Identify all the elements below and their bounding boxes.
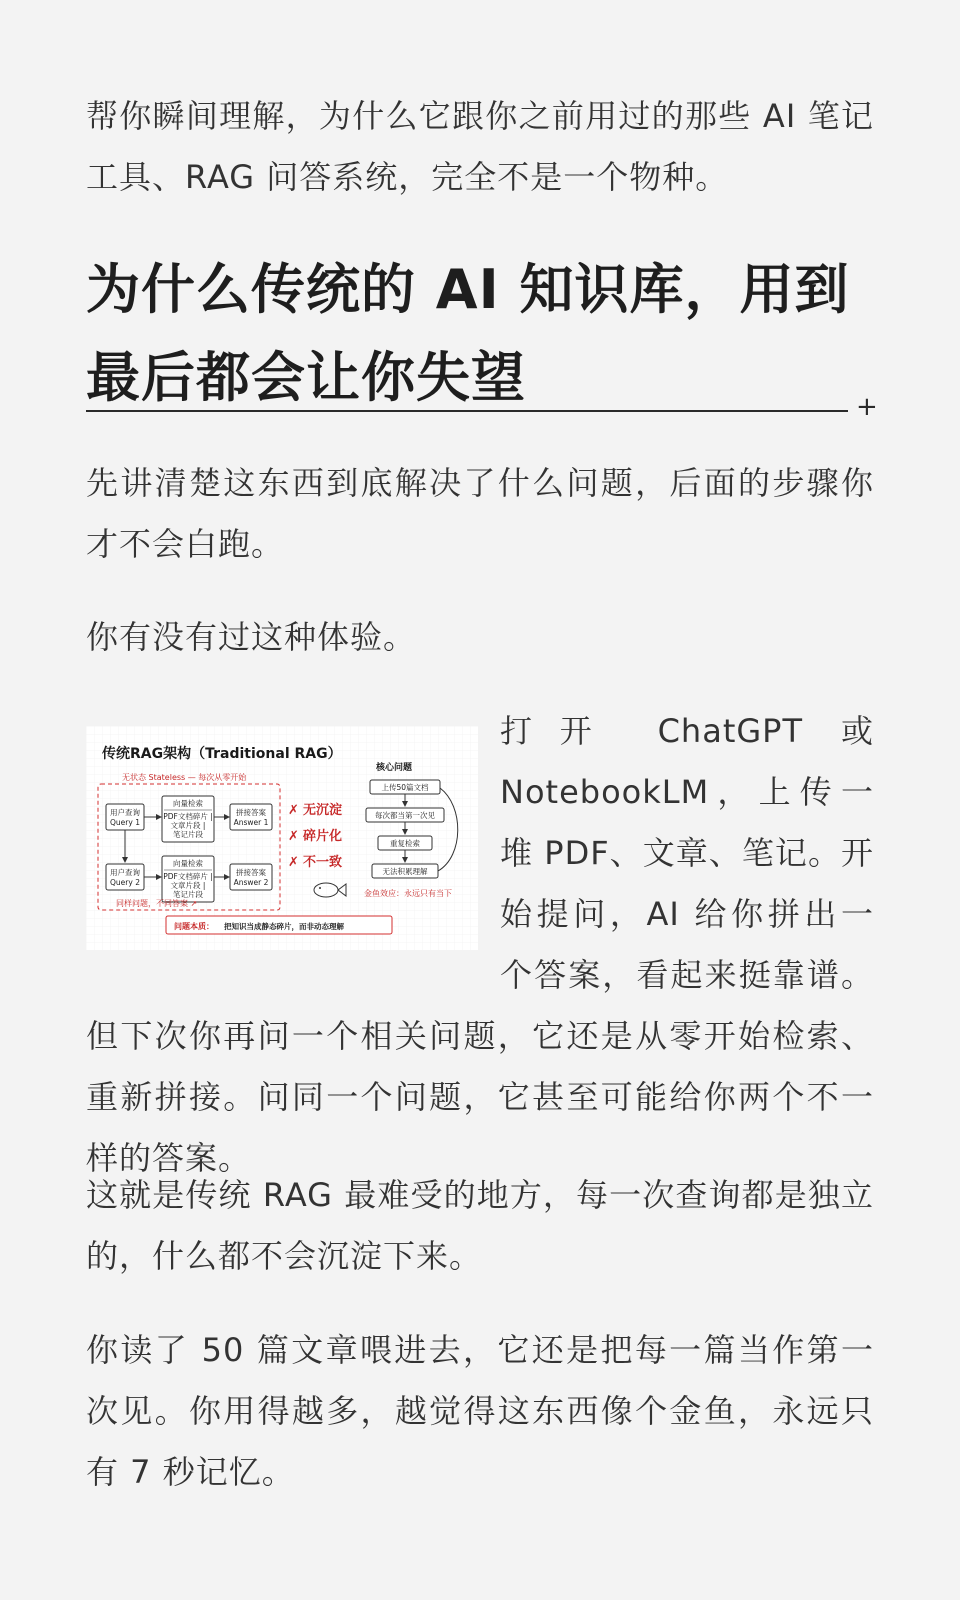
query1-sub: Query 1 <box>110 818 140 827</box>
core-title: 核心问题 <box>376 763 413 773</box>
cross-icon: ✗ <box>288 855 299 870</box>
core-step-4: 无法积累理解 <box>382 867 428 876</box>
intro-paragraph: 帮你瞬间理解，为什么它跟你之前用过的那些 AI 笔记工具、RAG 问答系统，完全不是一个物种。 <box>86 97 874 196</box>
answer1-sub: Answer 1 <box>233 818 269 827</box>
section-heading: 为什么传统的 AI 知识库，用到最后都会让你失望 <box>86 258 850 409</box>
rag-architecture-figure <box>86 726 478 950</box>
retrieve2-frag-3: 笔记片段 <box>173 890 203 899</box>
retrieve1-frag-3: 笔记片段 <box>173 830 203 839</box>
query1-label: 用户查询 <box>110 808 140 817</box>
heading-divider <box>86 410 848 412</box>
core-step-1: 上传50篇文档 <box>381 783 429 792</box>
core-step-3: 重复检索 <box>390 839 420 848</box>
cross-icon: ✗ <box>288 829 299 844</box>
same-question-label: 同样问题，不同答案 ↗ <box>116 899 198 908</box>
answer1-label: 拼接答案 <box>236 808 266 817</box>
retrieve2-frag-1: PDF文档碎片 | <box>163 872 213 881</box>
paragraph-experience: 你有没有过这种体验。 <box>86 618 417 656</box>
retrieve2-label: 向量检索 <box>173 859 203 868</box>
retrieve1-label: 向量检索 <box>173 799 203 808</box>
essence-text: 把知识当成静态碎片，而非动态理解 <box>224 922 344 931</box>
query2-sub: Query 2 <box>110 878 140 887</box>
essence-label: 问题本质： <box>174 922 214 931</box>
cross-icon: ✗ <box>288 803 299 818</box>
query2-label: 用户查询 <box>110 868 140 877</box>
paragraph-with-figure <box>86 701 874 1189</box>
problem-3: 不一致 <box>303 855 343 870</box>
answer2-sub: Answer 2 <box>233 878 269 887</box>
plus-icon: + <box>856 392 878 422</box>
retrieve1-frag-2: 文章片段 | <box>170 821 206 830</box>
paragraph-chatgpt-experience: 打开 ChatGPT 或 NotebookLM，上传一堆 PDF、文章、笔记。开始提问，AI 给你拼出一个答案，看起来挺靠谱。但下次你再问一个相关问题，它还是从零开始检索、重新拼接。问同一个问题，它甚至可能给你两个不一样的答案。 <box>86 712 874 1177</box>
goldfish-label: 金鱼效应：永远只有当下 <box>364 889 452 898</box>
paragraph-goldfish: 你读了 50 篇文章喂进去，它还是把每一篇当作第一次见。你用得越多，越觉得这东西像个金鱼，永远只有 7 秒记忆。 <box>86 1331 874 1491</box>
answer2-label: 拼接答案 <box>236 868 266 877</box>
problem-1: 无沉淀 <box>303 803 343 818</box>
rag-diagram <box>86 726 478 950</box>
retrieve1-frag-1: PDF文档碎片 | <box>163 812 213 821</box>
retrieve2-frag-2: 文章片段 | <box>170 881 206 890</box>
paragraph-rag-pain: 这就是传统 RAG 最难受的地方，每一次查询都是独立的，什么都不会沉淀下来。 <box>86 1176 874 1275</box>
stateless-label: 无状态 Stateless — 每次从零开始 <box>122 773 247 782</box>
problem-2: 碎片化 <box>303 829 343 844</box>
core-step-2: 每次都当第一次见 <box>375 811 435 820</box>
paragraph-intro-problem: 先讲清楚这东西到底解决了什么问题，后面的步骤你才不会白跑。 <box>86 464 874 563</box>
figure-title: 传统RAG架构（Traditional RAG） <box>102 746 342 762</box>
